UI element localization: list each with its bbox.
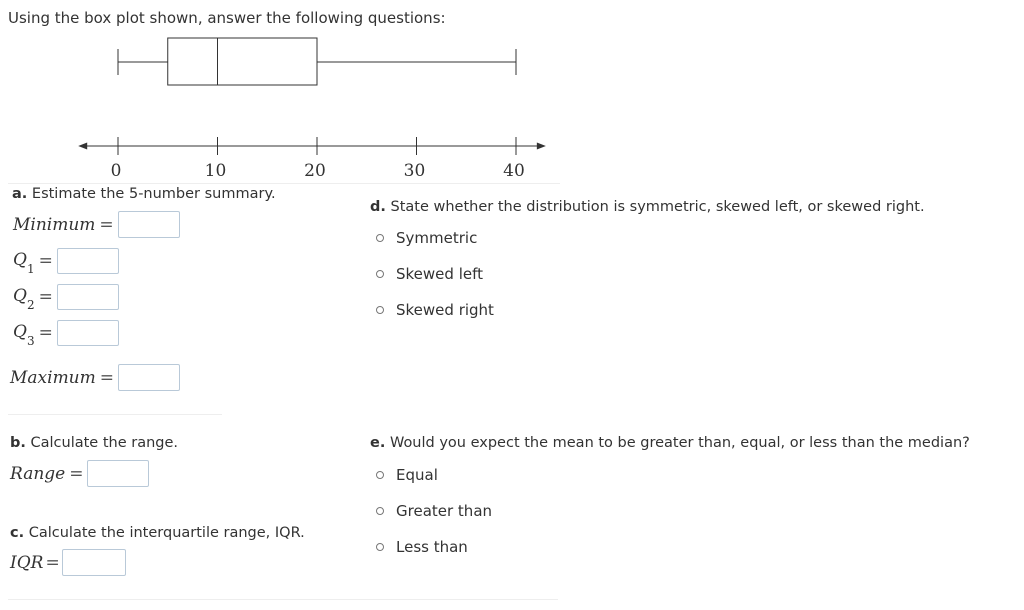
option-symmetric[interactable]	[376, 229, 477, 247]
question-b-title	[10, 435, 178, 451]
question-e-text: Would you expect the mean to be greater than, equal, or less than the median?	[389, 435, 970, 451]
bottom-divider	[8, 599, 558, 600]
radio-icon[interactable]	[376, 234, 384, 242]
option-skewed-left[interactable]	[376, 265, 483, 283]
maximum-input[interactable]	[118, 364, 180, 391]
question-b-letter: b.	[10, 435, 26, 451]
q2-row	[13, 284, 119, 313]
question-a-letter: a.	[12, 186, 28, 202]
axis-tick-label: 30	[403, 161, 426, 181]
question-b-text: Calculate the range.	[30, 435, 179, 451]
maximum-row	[10, 364, 180, 391]
option-less-than[interactable]	[376, 538, 468, 556]
minimum-input[interactable]	[118, 211, 180, 238]
q1-label: $Q_1$	[13, 249, 35, 277]
option-label: Symmetric	[396, 229, 478, 247]
iqr-label: IQR	[10, 552, 44, 573]
question-d-text: State whether the distribution is symmetric, skewed left, or skewed right.	[390, 199, 925, 215]
question-c-letter: c.	[10, 525, 25, 541]
radio-icon[interactable]	[376, 543, 384, 551]
iqr-input[interactable]	[62, 549, 126, 576]
question-d-letter: d.	[370, 199, 386, 215]
option-label: Less than	[396, 538, 468, 556]
q1-row	[13, 248, 119, 277]
radio-icon[interactable]	[376, 471, 384, 479]
iqr-row	[10, 549, 126, 576]
plot-divider	[8, 183, 560, 184]
maximum-equals: =	[99, 367, 115, 388]
minimum-row	[13, 211, 180, 238]
q2-label: $Q_2$	[13, 285, 35, 313]
minimum-label: Minimum	[13, 214, 96, 235]
range-input[interactable]	[87, 460, 149, 487]
option-label: Equal	[396, 466, 438, 484]
option-greater-than[interactable]	[376, 502, 492, 520]
q2-equals: =	[38, 287, 53, 307]
radio-icon[interactable]	[376, 270, 384, 278]
question-d-title	[370, 199, 925, 215]
question-e-title	[370, 435, 970, 451]
minimum-equals: =	[99, 214, 114, 235]
q3-input[interactable]	[57, 320, 119, 346]
question-e-letter: e.	[370, 435, 386, 451]
radio-icon[interactable]	[376, 306, 384, 314]
question-a-title	[12, 186, 276, 202]
iqr-box	[168, 38, 317, 85]
axis-tick-label: 10	[204, 161, 227, 181]
question-c-title	[10, 525, 305, 541]
q1-input[interactable]	[57, 248, 119, 274]
iqr-equals: =	[45, 552, 60, 573]
range-label: Range	[10, 463, 66, 484]
range-equals: =	[69, 463, 84, 484]
option-label: Skewed right	[396, 301, 494, 319]
q3-equals: =	[38, 323, 53, 343]
q2-input[interactable]	[57, 284, 119, 310]
option-skewed-right[interactable]	[376, 301, 494, 319]
axis-tick-label: 40	[503, 161, 525, 181]
question-c-text: Calculate the interquartile range, IQR.	[28, 525, 305, 541]
q3-row	[13, 320, 119, 349]
range-row	[10, 460, 149, 487]
question-a-text: Estimate the 5-number summary.	[31, 186, 276, 202]
q1-equals: =	[38, 251, 53, 271]
part-a-divider	[8, 414, 222, 415]
option-label: Skewed left	[396, 265, 483, 283]
intro-text: Using the box plot shown, answer the following questions:	[8, 9, 446, 27]
radio-icon[interactable]	[376, 507, 384, 515]
option-label: Greater than	[396, 502, 493, 520]
axis-tick-label: 0	[110, 161, 122, 181]
axis-arrow-left	[78, 143, 87, 150]
axis-tick-label: 20	[304, 161, 326, 181]
axis-arrow-right	[537, 143, 546, 150]
box-plot	[0, 0, 560, 190]
q3-label: $Q_3$	[13, 321, 35, 349]
maximum-label: Maximum	[10, 367, 96, 388]
option-equal[interactable]	[376, 466, 438, 484]
